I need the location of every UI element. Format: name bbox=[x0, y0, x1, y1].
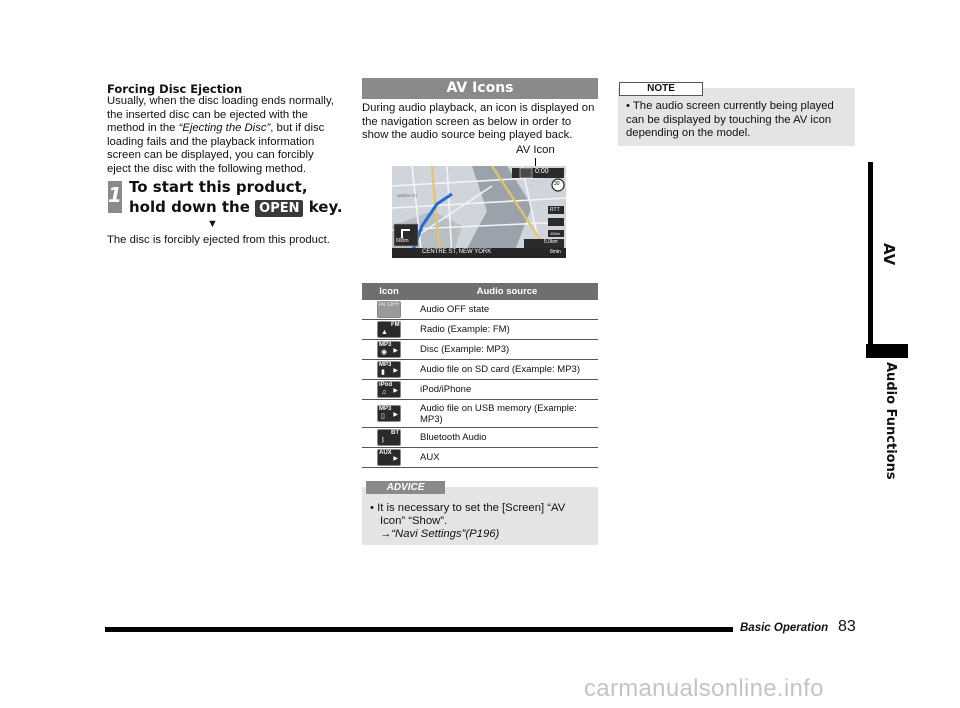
nav-eta-distance: 5.0km bbox=[544, 239, 558, 245]
audio-source-cell: Disc (Example: MP3) bbox=[416, 340, 598, 360]
icon-tag: BT bbox=[391, 430, 399, 436]
column-header-audio-source: Audio source bbox=[416, 283, 598, 300]
table-row bbox=[362, 400, 598, 428]
column-header-icon: Icon bbox=[362, 283, 416, 300]
step-instruction-line1: To start this product, bbox=[129, 178, 308, 196]
note-text: • The audio screen currently being played can be displayed by touching the AV icon depending on the model. bbox=[626, 100, 834, 140]
icon-tag: AV OFF bbox=[378, 302, 400, 308]
side-tab-chapter-label: Audio Functions bbox=[883, 362, 898, 480]
advice-text-line1: • It is necessary to set the [Screen] “AV bbox=[370, 502, 566, 514]
table-row bbox=[362, 300, 598, 320]
note-label: NOTE bbox=[619, 82, 703, 96]
audio-source-cell: Audio OFF state bbox=[416, 300, 598, 320]
advice-reference-link: →“Navi Settings”(P196) bbox=[380, 528, 500, 540]
icon-tag: iPod bbox=[379, 382, 392, 388]
map-graphic bbox=[392, 166, 566, 258]
ipod-icon: iPod ♫ ▶ bbox=[377, 381, 401, 398]
page-number: 83 bbox=[838, 618, 856, 635]
body-text-pre: Usually, when the disc loading ends normally, the inserted disc can be ejected with the method in the bbox=[107, 95, 334, 135]
audio-source-cell: Bluetooth Audio bbox=[416, 428, 598, 448]
watermark: carmanualsonline.info bbox=[584, 675, 824, 702]
step-text-post: key. bbox=[303, 198, 343, 216]
footer-section-label: Basic Operation bbox=[740, 622, 829, 634]
nav-clock: 0:00 bbox=[535, 168, 549, 175]
av-icons-heading: AV Icons bbox=[362, 78, 598, 99]
footer-rule bbox=[105, 627, 733, 632]
nav-map-label: NORTH ST bbox=[397, 193, 418, 198]
nav-speed-limit: 30 bbox=[554, 181, 560, 187]
av-icons-body: During audio playback, an icon is displayed on the navigation screen as below in order to show the audio source being played back. bbox=[362, 102, 595, 142]
step-number-badge: 1 bbox=[108, 181, 122, 213]
av-icon-callout-label: AV Icon bbox=[516, 144, 555, 156]
nav-distance: 600m bbox=[396, 238, 409, 244]
table-row bbox=[362, 340, 598, 360]
advice-label: ADVICE bbox=[366, 481, 445, 494]
audio-source-cell: iPod/iPhone bbox=[416, 380, 598, 400]
table-row bbox=[362, 428, 598, 448]
usb-icon: MP3 ▯ ▶ bbox=[377, 405, 401, 422]
nav-street-name: CENTRE ST, NEW YORK bbox=[422, 249, 492, 255]
audio-source-cell: Audio file on USB memory (Example: MP3) bbox=[416, 400, 598, 428]
step-instruction-line2 bbox=[129, 198, 343, 217]
radio-icon: FM ▲ bbox=[377, 321, 401, 338]
nav-scale: 100m bbox=[550, 231, 561, 236]
step-text-pre: hold down the bbox=[129, 198, 256, 216]
table-row bbox=[362, 448, 598, 468]
body-text-post: , but if disc loading fails and the playback information screen can be displayed, you can forcibly eject the disc with the following method. bbox=[107, 122, 325, 175]
icon-tag: MP3 bbox=[379, 342, 392, 348]
nav-rtt-button: RTT bbox=[550, 207, 560, 213]
forcing-ejection-body bbox=[107, 95, 339, 177]
aux-icon: AUX ▶ bbox=[377, 449, 401, 466]
audio-source-cell: AUX bbox=[416, 448, 598, 468]
icon-tag: FM bbox=[391, 322, 400, 328]
icon-tag: MP3 bbox=[379, 406, 392, 412]
audio-source-cell: Audio file on SD card (Example: MP3) bbox=[416, 360, 598, 380]
table-header-row bbox=[362, 283, 598, 300]
table-row bbox=[362, 380, 598, 400]
body-text-italic: “Ejecting the Disc” bbox=[178, 122, 271, 135]
step-result-text: The disc is forcibly ejected from this product. bbox=[107, 234, 330, 246]
bluetooth-icon: BT ᛒ bbox=[377, 429, 401, 446]
icon-tag: AUX bbox=[379, 450, 392, 456]
navigation-screen-image bbox=[392, 166, 566, 258]
forcing-ejection-heading: Forcing Disc Ejection bbox=[107, 82, 243, 96]
table-row bbox=[362, 360, 598, 380]
disc-icon: MP3 ◉ ▶ bbox=[377, 341, 401, 358]
down-arrow-icon: ▼ bbox=[207, 218, 218, 230]
advice-text-line2: Icon” “Show”. bbox=[380, 515, 448, 527]
av-off-icon bbox=[377, 301, 401, 318]
open-key-label: OPEN bbox=[255, 200, 303, 217]
side-tab-section-label: AV bbox=[880, 243, 898, 266]
audio-source-cell: Radio (Example: FM) bbox=[416, 320, 598, 340]
side-tab-bar bbox=[868, 162, 873, 352]
table-row bbox=[362, 320, 598, 340]
nav-eta-time: 8min bbox=[550, 249, 561, 255]
icon-tag: MP3 bbox=[379, 362, 392, 368]
av-icons-table bbox=[362, 283, 598, 468]
sd-card-icon: MP3 ▮ ▶ bbox=[377, 361, 401, 378]
side-tab-marker bbox=[866, 344, 908, 358]
